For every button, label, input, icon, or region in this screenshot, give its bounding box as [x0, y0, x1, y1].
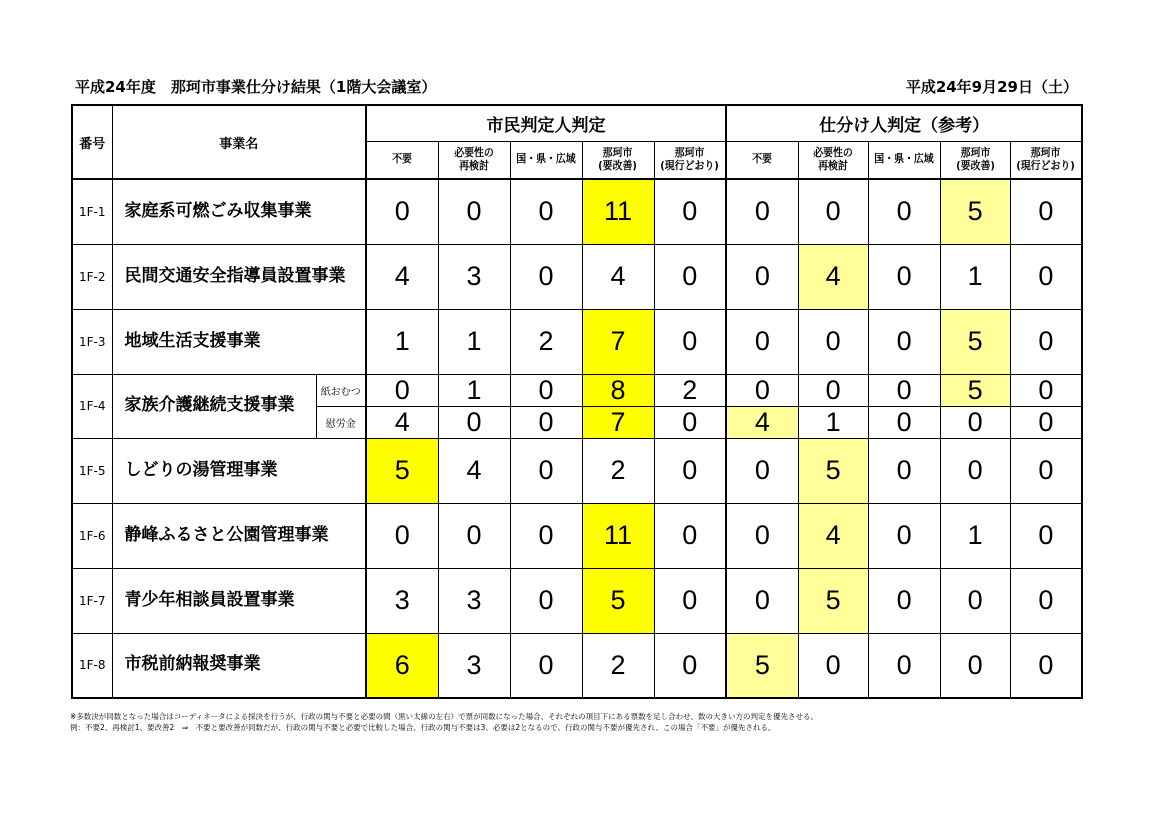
business-name: 家族介護継続支援事業: [112, 374, 316, 438]
vote-cell: 0: [940, 633, 1010, 698]
vote-cell: 0: [868, 568, 940, 633]
vote-cell: 0: [510, 503, 582, 568]
table-row: [72, 568, 1082, 633]
vote-cell: 0: [868, 633, 940, 698]
vote-cell: 8: [582, 374, 654, 406]
business-name: 青少年相談員設置事業: [112, 568, 366, 633]
vote-cell: 0: [438, 503, 510, 568]
vote-cell: 0: [654, 309, 726, 374]
vote-cell: 0: [798, 633, 868, 698]
page-title: 平成24年度 那珂市事業仕分け結果（1階大会議室）: [75, 78, 437, 96]
vote-cell: 0: [726, 503, 798, 568]
vote-cell: 1: [940, 503, 1010, 568]
vote-cell: 0: [1010, 406, 1082, 438]
subheader-sorter-govt: 国・県・広域: [868, 141, 940, 179]
subheader-sorter-improve: 那珂市 (要改善): [940, 141, 1010, 179]
vote-cell: 0: [654, 503, 726, 568]
vote-cell: 2: [582, 633, 654, 698]
vote-cell: 0: [940, 568, 1010, 633]
subheader-citizen-govt: 国・県・広域: [510, 141, 582, 179]
vote-cell: 0: [726, 309, 798, 374]
sub-item-label: 慰労金: [316, 406, 366, 438]
vote-cell: 0: [366, 374, 438, 406]
vote-cell: 4: [438, 438, 510, 503]
vote-cell: 0: [1010, 438, 1082, 503]
vote-cell: 0: [510, 374, 582, 406]
business-name: しどりの湯管理事業: [112, 438, 366, 503]
subheader-citizen-improve: 那珂市 (要改善): [582, 141, 654, 179]
vote-cell: 3: [438, 633, 510, 698]
sub-item-label: 紙おむつ: [316, 374, 366, 406]
vote-cell: 1: [366, 309, 438, 374]
vote-cell: 0: [654, 633, 726, 698]
table-row: [72, 244, 1082, 309]
vote-cell: 5: [798, 438, 868, 503]
vote-cell: 1: [438, 309, 510, 374]
business-name: 地域生活支援事業: [112, 309, 366, 374]
vote-cell: 0: [868, 438, 940, 503]
vote-cell: 3: [366, 568, 438, 633]
vote-cell: 0: [868, 406, 940, 438]
vote-cell: 5: [798, 568, 868, 633]
vote-cell: 0: [1010, 179, 1082, 244]
vote-cell: 7: [582, 309, 654, 374]
table-row: [72, 309, 1082, 374]
vote-cell: 0: [868, 179, 940, 244]
vote-cell: 0: [940, 406, 1010, 438]
vote-cell: 0: [868, 503, 940, 568]
vote-cell: 0: [726, 244, 798, 309]
vote-cell: 0: [510, 179, 582, 244]
business-name: 家庭系可燃ごみ収集事業: [112, 179, 366, 244]
vote-cell: 0: [798, 179, 868, 244]
vote-cell: 0: [366, 503, 438, 568]
row-id: 1F-8: [72, 633, 112, 698]
col-header-name: 事業名: [112, 105, 366, 179]
col-header-number: 番号: [72, 105, 112, 179]
vote-cell: 0: [654, 179, 726, 244]
vote-cell: 7: [582, 406, 654, 438]
vote-cell: 5: [940, 179, 1010, 244]
row-id: 1F-7: [72, 568, 112, 633]
row-id: 1F-5: [72, 438, 112, 503]
vote-cell: 11: [582, 503, 654, 568]
vote-cell: 11: [582, 179, 654, 244]
vote-cell: 3: [438, 568, 510, 633]
vote-cell: 0: [654, 568, 726, 633]
vote-cell: 0: [1010, 503, 1082, 568]
subheader-sorter-current: 那珂市 (現行どおり): [1010, 141, 1082, 179]
subheader-citizen-unneeded: 不要: [366, 141, 438, 179]
vote-cell: 0: [654, 244, 726, 309]
group-header-sorter: 仕分け人判定（参考）: [726, 105, 1082, 141]
vote-cell: 0: [510, 406, 582, 438]
results-table: [71, 104, 1083, 699]
row-id: 1F-3: [72, 309, 112, 374]
vote-cell: 0: [1010, 244, 1082, 309]
vote-cell: 4: [726, 406, 798, 438]
event-date: 平成24年9月29日（土）: [905, 78, 1078, 96]
row-id: 1F-4: [72, 374, 112, 438]
vote-cell: 0: [726, 374, 798, 406]
vote-cell: 0: [510, 633, 582, 698]
vote-cell: 5: [940, 309, 1010, 374]
vote-cell: 0: [1010, 568, 1082, 633]
subheader-citizen-current: 那珂市 (現行どおり): [654, 141, 726, 179]
vote-cell: 4: [582, 244, 654, 309]
vote-cell: 0: [438, 406, 510, 438]
vote-cell: 1: [940, 244, 1010, 309]
vote-cell: 0: [726, 438, 798, 503]
vote-cell: 5: [582, 568, 654, 633]
table-row: [72, 374, 1082, 406]
vote-cell: 0: [438, 179, 510, 244]
row-id: 1F-2: [72, 244, 112, 309]
vote-cell: 5: [726, 633, 798, 698]
vote-cell: 0: [510, 438, 582, 503]
vote-cell: 0: [798, 374, 868, 406]
vote-cell: 0: [868, 374, 940, 406]
subheader-sorter-reconsider: 必要性の 再検討: [798, 141, 868, 179]
vote-cell: 0: [798, 309, 868, 374]
page-header: [75, 76, 1078, 98]
table-row: [72, 179, 1082, 244]
vote-cell: 0: [726, 179, 798, 244]
vote-cell: 1: [438, 374, 510, 406]
vote-cell: 0: [366, 179, 438, 244]
vote-cell: 0: [940, 438, 1010, 503]
vote-cell: 0: [1010, 374, 1082, 406]
vote-cell: 6: [366, 633, 438, 698]
vote-cell: 0: [868, 244, 940, 309]
vote-cell: 4: [366, 244, 438, 309]
business-name: 民間交通安全指導員設置事業: [112, 244, 366, 309]
subheader-citizen-reconsider: 必要性の 再検討: [438, 141, 510, 179]
row-id: 1F-1: [72, 179, 112, 244]
results-body: [72, 179, 1082, 698]
row-id: 1F-6: [72, 503, 112, 568]
vote-cell: 0: [1010, 309, 1082, 374]
vote-cell: 0: [726, 568, 798, 633]
vote-cell: 0: [868, 309, 940, 374]
footnote-line-1: ※多数決が同数となった場合はコーディネータによる採決を行うが、行政の関与不要と必要の間（黒い太線の左右）で票が同数になった場合、それぞれの項目下にある票数を足し合わせ、数の大きい方の判定を優先させる。: [70, 712, 818, 721]
vote-cell: 0: [510, 568, 582, 633]
vote-cell: 1: [798, 406, 868, 438]
business-name: 静峰ふるさと公園管理事業: [112, 503, 366, 568]
vote-cell: 0: [510, 244, 582, 309]
vote-cell: 5: [366, 438, 438, 503]
vote-cell: 0: [654, 438, 726, 503]
vote-cell: 4: [798, 244, 868, 309]
business-name: 市税前納報奨事業: [112, 633, 366, 698]
table-row: [72, 438, 1082, 503]
footnotes: [70, 712, 818, 733]
subheader-sorter-unneeded: 不要: [726, 141, 798, 179]
vote-cell: 5: [940, 374, 1010, 406]
footnote-line-2: 例：不要2、再検討1、要改善2 ⇒ 不要と要改善が同数だが、行政の関与不要と必要で比較した場合、行政の関与不要は3、必要は2となるので、行政の関与不要が優先され、この場合「不要」が優先される。: [70, 722, 776, 732]
vote-cell: 0: [1010, 633, 1082, 698]
vote-cell: 3: [438, 244, 510, 309]
vote-cell: 4: [366, 406, 438, 438]
group-header-citizen: 市民判定人判定: [366, 105, 726, 141]
vote-cell: 2: [582, 438, 654, 503]
vote-cell: 2: [510, 309, 582, 374]
table-row: [72, 633, 1082, 698]
vote-cell: 0: [654, 406, 726, 438]
vote-cell: 2: [654, 374, 726, 406]
vote-cell: 4: [798, 503, 868, 568]
table-row: [72, 503, 1082, 568]
